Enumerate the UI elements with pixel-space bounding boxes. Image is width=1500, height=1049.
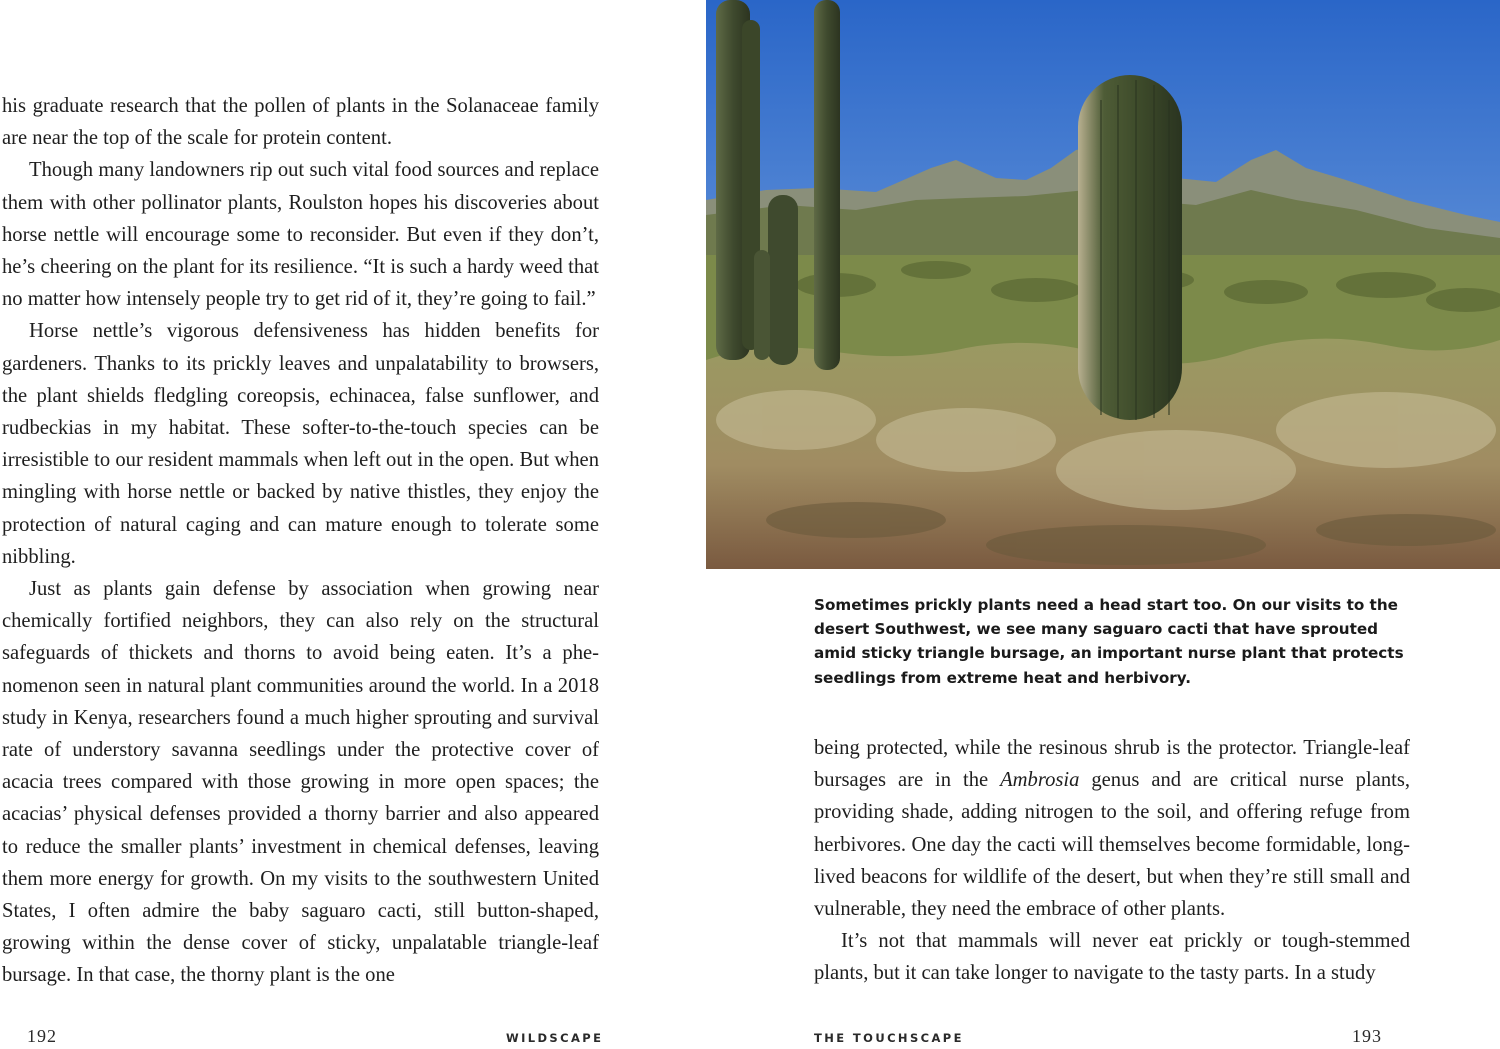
foreground-saguaro (1078, 75, 1182, 420)
left-page-body (2, 90, 599, 992)
paragraph (814, 732, 1410, 925)
tall-saguaro-right (814, 0, 840, 370)
right-page-body (814, 732, 1410, 990)
paragraph-text: genus and are critical nurse plants, providing shade, adding nitrogen to the soil, and offering refuge from herbivores. One day the cacti will themselves become formidable, long-lived beacons for wildlife of the desert, but when they’re still small and vulnerable, they need the embrace of other plants. (814, 769, 1411, 921)
running-head-left: WILDSCAPE (506, 1031, 604, 1045)
running-head-right: THE TOUCHSCAPE (814, 1031, 964, 1045)
small-saguaro-arm (754, 250, 770, 360)
paragraph: Just as plants gain defense by association when growing near chemically fortified neighbors, they can also rely on the structural safeguards of thickets and thorns to avoid being eaten. It’s a phenomenon seen in natural plant communities around the world. In a 2018 study in Kenya, researchers found a much higher sprouting and survival rate of understory savanna seedlings under the protective cover of acacia trees compared with those growing in more open spaces; the acacias’ physical defenses provided a thorny barrier and also appeared to reduce the smaller plants’ investment in chemical defenses, leaving them more energy for growth. On my visits to the southwestern United States, I often admire the baby saguaro cacti, still button-shaped, growing within the dense cover of sticky, unpalatable triangle-leaf bursage. In that case, the thorny plant is the one (2, 578, 599, 987)
photo-caption: Sometimes prickly plants need a head start too. On our visits to the desert Southwest, we see many saguaro cacti that have sprouted amid sticky triangle bursage, an important nurse plant that protects seedlings from extreme heat and herbivory. (814, 596, 1404, 687)
paragraph: Horse nettle’s vigorous defensiveness has hidden benefits for gardeners. Thanks to its prickly leaves and unpalatability to browsers, the plant shields fledgling coreopsis, echinacea, false sunflower, and rudbeckias in my habitat. These softer-to-the-touch species can be irresistible to our resident mammals when left out in the open. But when mingling with horse nettle or backed by native thistles, they enjoy the protection of natural caging and can mature enough to tolerate some nibbling. (2, 320, 599, 568)
paragraph: Though many landowners rip out such vital food sources and replace them with other pollinator plants, Roulston hopes his discoveries about horse nettle will encourage some to reconsider. But even if they don’t, he’s cheering on the plant for its resilience. “It is such a hardy weed that no matter how intensely people try to get rid of it, they’re going to fail.” (2, 159, 599, 311)
right-page (750, 0, 1500, 1049)
saguaro-desert-photo (706, 0, 1500, 569)
page-number-right: 193 (1352, 1026, 1382, 1046)
page-number-left: 192 (27, 1026, 57, 1046)
paragraph: his graduate research that the pollen of plants in the Solanaceae family are near the top of the scale for protein content. (2, 95, 599, 150)
paragraph: It’s not that mammals will never eat prickly or tough-stemmed plants, but it can take longer to navigate to the tasty parts. In a study (814, 930, 1410, 985)
genus-name: Ambrosia (1000, 769, 1080, 792)
paragraph-text: being protected, while the resinous shrub is the protector. Triangle-leaf bursages are in the (814, 737, 1410, 792)
small-saguaro (768, 195, 798, 365)
